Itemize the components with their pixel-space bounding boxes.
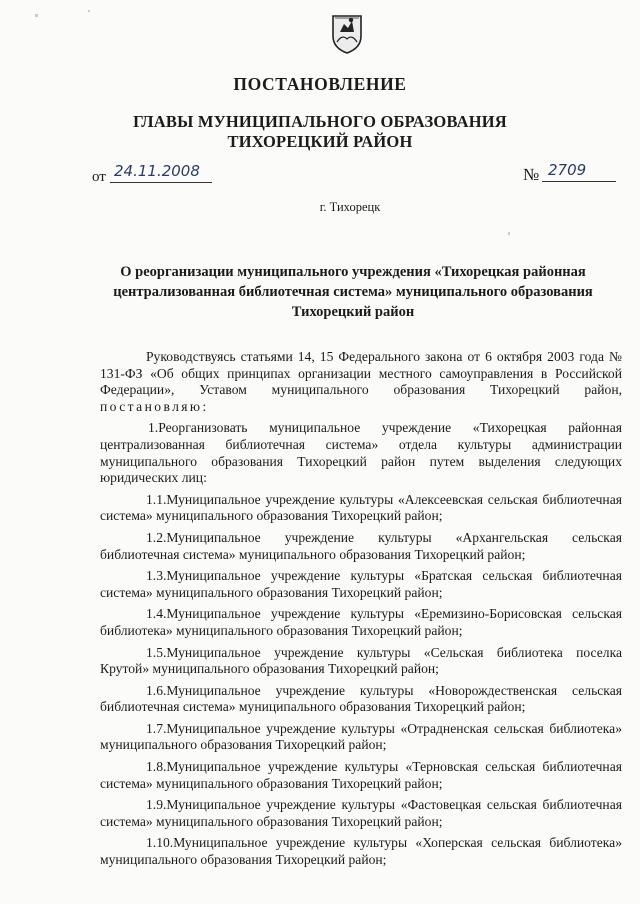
number-label: №: [523, 165, 540, 184]
city-name: г. Тихорецк: [319, 200, 381, 214]
subitem-1-9: 1.9.Муниципальное учреждение культуры «Фастовецкая сельская библиотечная система» муниципального образования Тихорецкий район;: [100, 797, 622, 829]
intro-text: Руководствуясь статьями 14, 15 Федерального закона от 6 октября 2003 года № 131-ФЗ «Об общих принципах организации местного самоуправления в Российской Федерации», Уставом муниципального образования Тихорецкий район,: [100, 349, 622, 398]
subitem-1-7: 1.7.Муниципальное учреждение культуры «Отрадненская сельская библиотека» муниципального образования Тихорецкий район;: [100, 720, 622, 753]
scan-speck: [508, 232, 510, 235]
resolve-word: постановляю:: [100, 398, 209, 414]
intro-paragraph: [100, 349, 622, 415]
subitem-1-5: 1.5.Муниципальное учреждение культуры «Сельская библиотека поселка Крутой» муниципального образования Тихорецкий район;: [100, 644, 622, 677]
subitem-1-4: 1.4.Муниципальное учреждение культуры «Еремизино-Борисовская сельская библиотека» муниципального образования Тихорецкий район;: [100, 606, 622, 638]
scan-speck: [35, 14, 38, 17]
date-label: от: [92, 169, 106, 185]
subitem-1-10: 1.10.Муниципальное учреждение культуры «Хоперская сельская библиотека» муниципального образования Тихорецкий район;: [100, 835, 622, 868]
issuer-line-2: ТИХОРЕЦКИЙ РАЙОН: [227, 132, 413, 151]
subitem-1-8: 1.8.Муниципальное учреждение культуры «Терновская сельская библиотечная система» муниципального образования Тихорецкий район;: [100, 759, 622, 791]
document-body: [100, 349, 622, 869]
document-subject: О реорганизации муниципального учреждения «Тихорецкая районная централизованная библиотечная система» муниципального образования Тихорецкий район: [113, 264, 593, 320]
document-title: ПОСТАНОВЛЕНИЕ: [233, 74, 407, 94]
subitem-1-1: 1.1.Муниципальное учреждение культуры «Алексеевская сельская библиотечная система» муниципального образования Тихорецкий район;: [100, 491, 622, 524]
coat-of-arms-icon: [330, 12, 364, 54]
date-value: 24.11.2008: [110, 162, 212, 183]
issuer-line-1: ГЛАВЫ МУНИЦИПАЛЬНОГО ОБРАЗОВАНИЯ: [133, 112, 507, 131]
item-1: 1.Реорганизовать муниципальное учреждение «Тихорецкая районная централизованная библиотечная система» отдела культуры администрации муниципального образования Тихорецкий район путем выделения следующих юридических лиц:: [100, 420, 622, 486]
subitem-1-3: 1.3.Муниципальное учреждение культуры «Братская сельская библиотечная система» муниципального образования Тихорецкий район;: [100, 568, 622, 600]
number-value: 2709: [542, 161, 616, 182]
subitem-1-2: 1.2.Муниципальное учреждение культуры «Архангельская сельская библиотечная система» муниципального образования Тихорецкий район;: [100, 529, 622, 562]
scan-speck: [88, 10, 90, 12]
subitem-1-6: 1.6.Муниципальное учреждение культуры «Новорождественская сельская библиотечная система» муниципального образования Тихорецкий район;: [100, 682, 622, 715]
